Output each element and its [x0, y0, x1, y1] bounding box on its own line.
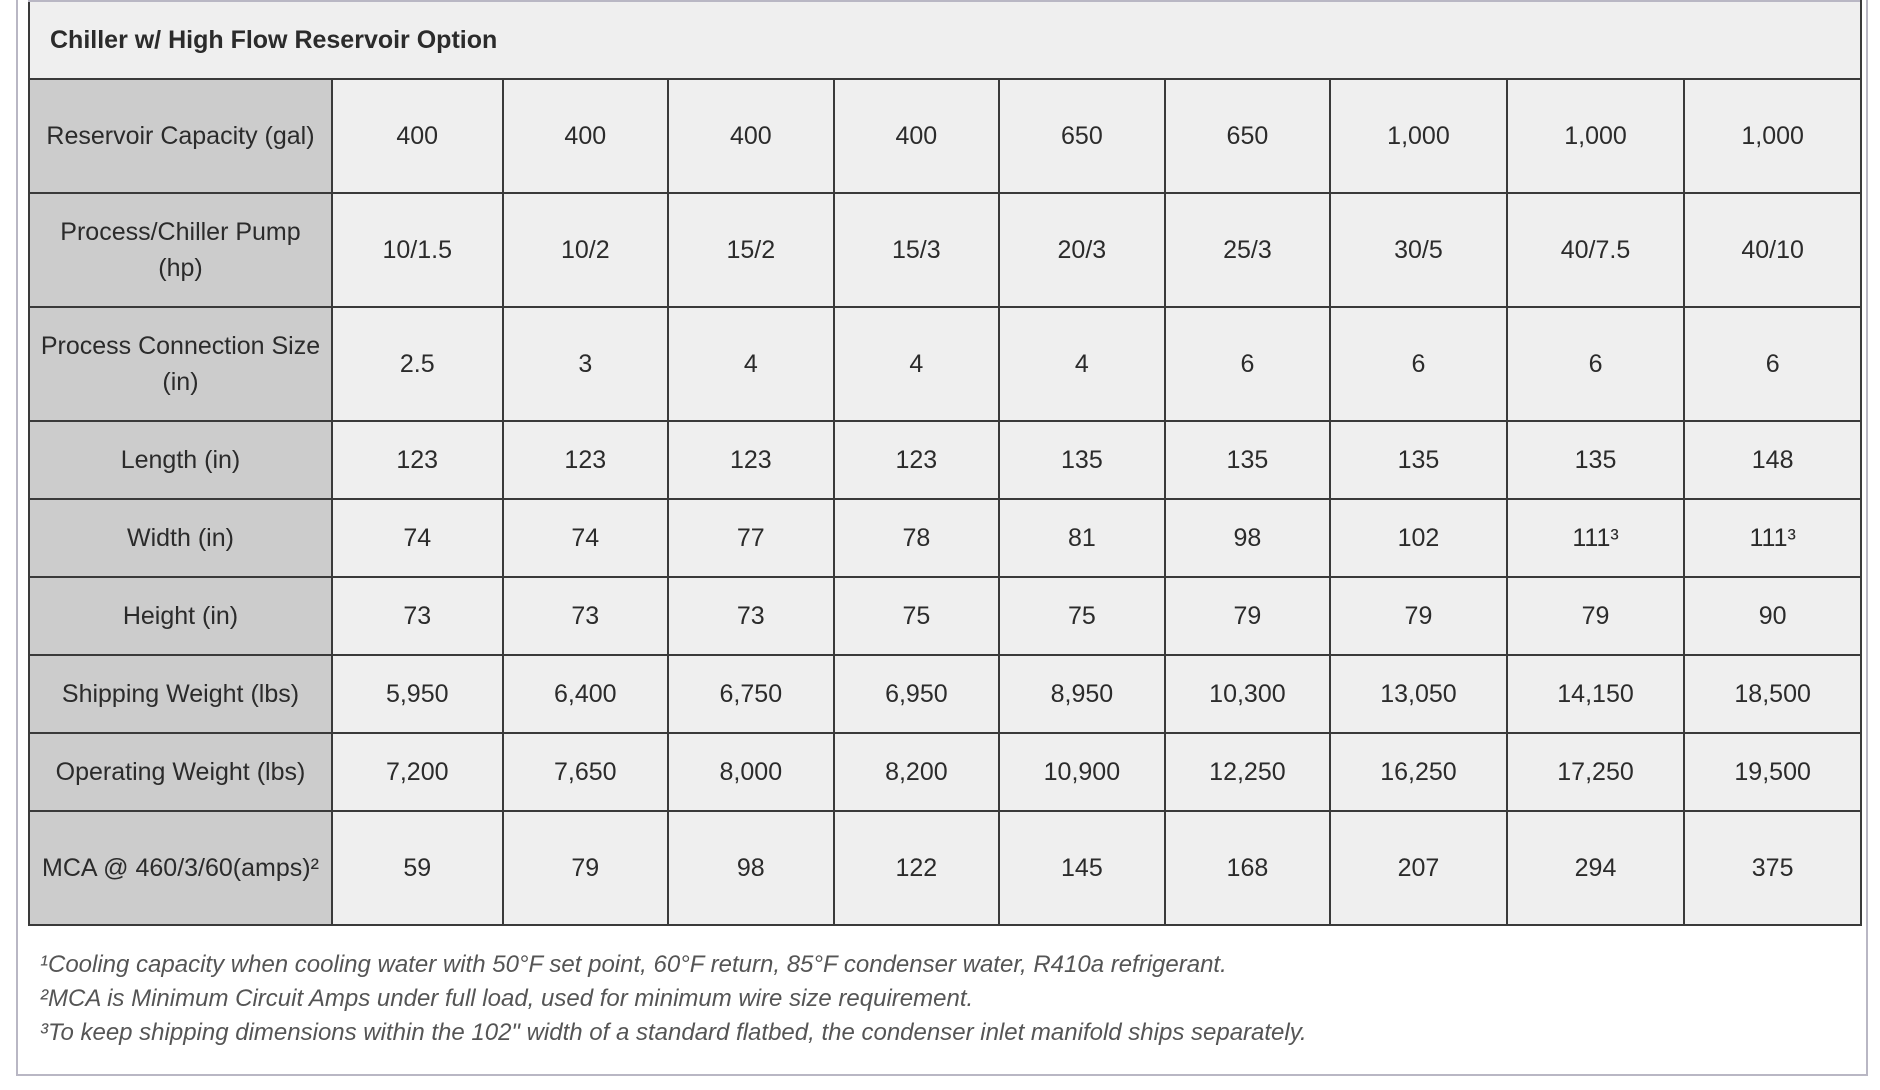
table-row	[29, 307, 1861, 421]
footnotes	[40, 948, 1307, 1050]
table-cell: 17,250	[1507, 733, 1685, 811]
table-row	[29, 655, 1861, 733]
table-cell: 15/2	[668, 193, 834, 307]
table-cell: 111³	[1507, 499, 1685, 577]
table-cell: 90	[1684, 577, 1861, 655]
footnote-1: ¹Cooling capacity when cooling water with 50°F set point, 60°F return, 85°F condenser water, R410a refrigerant.	[40, 951, 1227, 978]
table-cell: 79	[1330, 577, 1507, 655]
table-cell: 2.5	[332, 307, 503, 421]
table-cell: 75	[999, 577, 1165, 655]
table-cell: 10/1.5	[332, 193, 503, 307]
table-cell: 30/5	[1330, 193, 1507, 307]
row-header: MCA @ 460/3/60(amps)²	[29, 811, 332, 925]
table-cell: 135	[1165, 421, 1331, 499]
row-header: Reservoir Capacity (gal)	[29, 79, 332, 193]
table-row	[29, 193, 1861, 307]
table-cell: 6,400	[503, 655, 669, 733]
table-cell: 7,200	[332, 733, 503, 811]
table-cell: 5,950	[332, 655, 503, 733]
table-cell: 123	[332, 421, 503, 499]
footnote-3: ³To keep shipping dimensions within the 102" width of a standard flatbed, the condenser inlet manifold ships separately.	[40, 1019, 1307, 1046]
table-cell: 1,000	[1684, 79, 1861, 193]
table-cell: 81	[999, 499, 1165, 577]
table-cell: 16,250	[1330, 733, 1507, 811]
table-cell: 4	[834, 307, 1000, 421]
table-cell: 14,150	[1507, 655, 1685, 733]
spec-table	[28, 0, 1862, 926]
table-cell: 1,000	[1507, 79, 1685, 193]
table-cell: 400	[668, 79, 834, 193]
table-cell: 40/10	[1684, 193, 1861, 307]
table-cell: 400	[503, 79, 669, 193]
row-header: Process/Chiller Pump (hp)	[29, 193, 332, 307]
table-cell: 6,750	[668, 655, 834, 733]
table-cell: 74	[503, 499, 669, 577]
table-cell: 145	[999, 811, 1165, 925]
table-cell: 19,500	[1684, 733, 1861, 811]
table-cell: 10,900	[999, 733, 1165, 811]
table-cell: 400	[332, 79, 503, 193]
table-cell: 79	[503, 811, 669, 925]
footnote-2: ²MCA is Minimum Circuit Amps under full load, used for minimum wire size requirement.	[40, 985, 974, 1012]
table-cell: 7,650	[503, 733, 669, 811]
table-cell: 77	[668, 499, 834, 577]
table-cell: 102	[1330, 499, 1507, 577]
table-cell: 73	[332, 577, 503, 655]
table-cell: 10,300	[1165, 655, 1331, 733]
table-cell: 78	[834, 499, 1000, 577]
table-cell: 168	[1165, 811, 1331, 925]
table-row	[29, 79, 1861, 193]
row-header: Shipping Weight (lbs)	[29, 655, 332, 733]
table-cell: 18,500	[1684, 655, 1861, 733]
table-cell: 6,950	[834, 655, 1000, 733]
table-cell: 98	[668, 811, 834, 925]
table-cell: 375	[1684, 811, 1861, 925]
table-cell: 13,050	[1330, 655, 1507, 733]
table-cell: 8,000	[668, 733, 834, 811]
table-cell: 135	[1330, 421, 1507, 499]
table-cell: 122	[834, 811, 1000, 925]
row-header: Operating Weight (lbs)	[29, 733, 332, 811]
table-cell: 148	[1684, 421, 1861, 499]
table-row	[29, 421, 1861, 499]
table-cell: 650	[999, 79, 1165, 193]
row-header: Height (in)	[29, 577, 332, 655]
table-cell: 20/3	[999, 193, 1165, 307]
table-row	[29, 811, 1861, 925]
table-cell: 8,200	[834, 733, 1000, 811]
table-caption: Chiller w/ High Flow Reservoir Option	[29, 1, 1861, 79]
row-header: Width (in)	[29, 499, 332, 577]
table-cell: 111³	[1684, 499, 1861, 577]
table-cell: 79	[1507, 577, 1685, 655]
table-cell: 650	[1165, 79, 1331, 193]
caption-row	[29, 1, 1861, 79]
table-cell: 294	[1507, 811, 1685, 925]
table-cell: 79	[1165, 577, 1331, 655]
table-cell: 12,250	[1165, 733, 1331, 811]
table-cell: 400	[834, 79, 1000, 193]
row-header: Length (in)	[29, 421, 332, 499]
table-cell: 135	[1507, 421, 1685, 499]
table-cell: 74	[332, 499, 503, 577]
table-cell: 123	[834, 421, 1000, 499]
table-cell: 1,000	[1330, 79, 1507, 193]
table-cell: 4	[999, 307, 1165, 421]
table-cell: 73	[503, 577, 669, 655]
table-cell: 123	[668, 421, 834, 499]
table-cell: 6	[1684, 307, 1861, 421]
table-cell: 98	[1165, 499, 1331, 577]
table-cell: 6	[1507, 307, 1685, 421]
row-header: Process Connection Size (in)	[29, 307, 332, 421]
table-cell: 15/3	[834, 193, 1000, 307]
table-row	[29, 499, 1861, 577]
table-cell: 73	[668, 577, 834, 655]
table-cell: 6	[1330, 307, 1507, 421]
table-cell: 6	[1165, 307, 1331, 421]
table-cell: 59	[332, 811, 503, 925]
table-cell: 8,950	[999, 655, 1165, 733]
table-cell: 25/3	[1165, 193, 1331, 307]
table-cell: 4	[668, 307, 834, 421]
table-cell: 207	[1330, 811, 1507, 925]
table-cell: 123	[503, 421, 669, 499]
table-cell: 10/2	[503, 193, 669, 307]
table-cell: 135	[999, 421, 1165, 499]
table-row	[29, 733, 1861, 811]
table-cell: 3	[503, 307, 669, 421]
table-cell: 75	[834, 577, 1000, 655]
table-cell: 40/7.5	[1507, 193, 1685, 307]
table-row	[29, 577, 1861, 655]
